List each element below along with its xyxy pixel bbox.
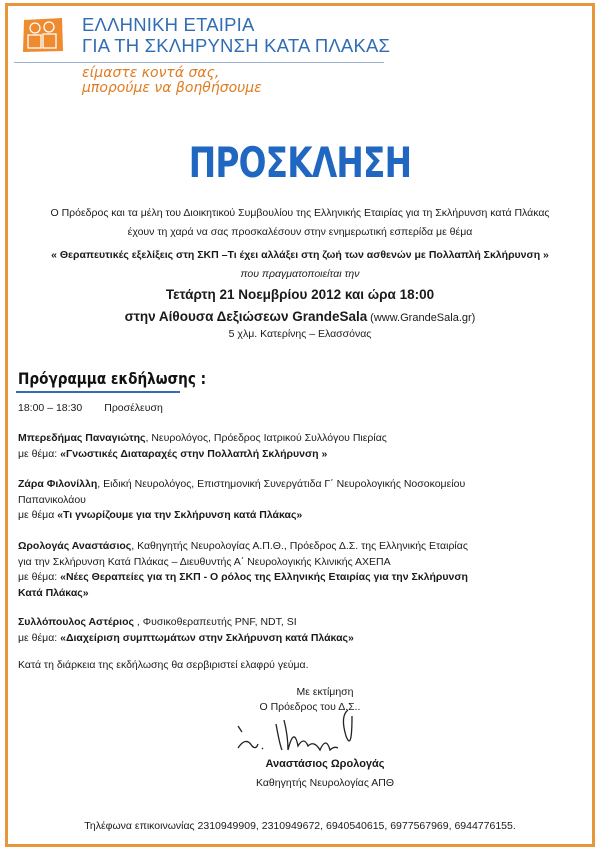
event-topic: « Θεραπευτικές εξελίξεις στη ΣΚΠ –Τι έχει αλλάξει στη ζωή των ασθενών με Πολλαπλή Σκλήρυνση » bbox=[51, 249, 549, 261]
signature-image bbox=[228, 706, 378, 756]
program-heading: Πρόγραμμα εκδήλωσης : bbox=[18, 369, 207, 388]
header-divider bbox=[14, 62, 384, 63]
speaker-4: Συλλόπουλος Αστέριος , Φυσικοθεραπευτής PNF, NDT, SI με θέμα: «Διαχείριση συμπτωμάτων στην Σκλήρυνση κατά Πλάκας» bbox=[18, 616, 354, 644]
slogan-line2: μπορούμε να βοηθήσουμε bbox=[82, 80, 262, 96]
arrival-row: 18:00 – 18:30 Προσέλευση bbox=[18, 402, 163, 414]
speaker-3: Ωρολογάς Αναστάσιος, Καθηγητής Νευρολογίας Α.Π.Θ., Πρόεδρος Δ.Σ. της Ελληνικής Εταιρίας για την Σκλήρυνση Κατά Πλάκας – Διευθυντής Α΄ Νευρολογικής Κλινικής ΑΧΕΠΑ με θέμα: «Νέες Θεραπείες για τη ΣΚΠ - Ο ρόλος της Ελληνικής Εταιρίας για την Σκλήρυνση Κατά Πλάκας» bbox=[18, 540, 468, 599]
program-heading-underline bbox=[16, 391, 180, 393]
signer-name: Αναστάσιος Ωρολογάς bbox=[265, 758, 385, 770]
signer-title: Καθηγητής Νευρολογίας ΑΠΘ bbox=[255, 777, 395, 789]
event-address: 5 χλμ. Κατερίνης – Ελασσόνας bbox=[228, 328, 372, 340]
contact-phones: Τηλέφωνα επικοινωνίας 2310949909, 2310949672, 6940540615, 6977567969, 6944776155. bbox=[84, 820, 516, 832]
intro-line1: Ο Πρόεδρος και τα μέλη του Διοικητικού Συμβουλίου της Ελληνικής Εταιρίας για τη Σκλήρυνση κατά Πλάκας bbox=[50, 207, 550, 219]
org-name-line1: ΕΛΛΗΝΙΚΗ ΕΤΑΙΡΙΑ bbox=[82, 14, 255, 35]
event-date: Τετάρτη 21 Νοεμβρίου 2012 και ώρα 18:00 bbox=[165, 287, 435, 302]
meal-note: Κατά τη διάρκεια της εκδήλωσης θα σερβιριστεί ελαφρύ γεύμα. bbox=[18, 659, 309, 671]
regards: Με εκτίμηση bbox=[296, 686, 354, 698]
intro-line2: έχουν τη χαρά να σας προσκαλέσουν στην ενημερωτική εσπερίδα με θέμα bbox=[127, 226, 473, 238]
page-title: ΠΡΟΣΚΛΗΣΗ bbox=[188, 138, 412, 187]
event-venue: στην Αίθουσα Δεξιώσεων GrandeSala bbox=[124, 309, 368, 324]
people-logo-icon bbox=[22, 17, 64, 53]
org-name-line2: ΓΙΑ ΤΗ ΣΚΛΗΡΥΝΣΗ ΚΑΤΑ ΠΛΑΚΑΣ bbox=[82, 35, 391, 56]
held-on: που πραγματοποιείται την bbox=[240, 268, 360, 280]
speaker-1: Μπερεδήμας Παναγιώτης, Νευρολόγος, Πρόεδρος Ιατρικού Συλλόγου Πιερίας με θέμα: «Γνωστικές Διαταραχές στην Πολλαπλή Σκλήρυνση » bbox=[18, 432, 387, 460]
signer-position: Ο Πρόεδρος του Δ.Σ.. bbox=[259, 701, 361, 713]
venue-url[interactable]: (www.GrandeSala.gr) bbox=[370, 312, 476, 324]
slogan-line1: είμαστε κοντά σας, bbox=[82, 65, 220, 81]
speaker-2: Ζάρα Φιλονίλλη, Ειδική Νευρολόγος, Επιστημονική Συνεργάτιδα Γ΄ Νευρολογικής Νοσοκομείου Παπανικολάου με θέμα «Τι γνωρίζουμε για την Σκλήρυνση κατά Πλάκας» bbox=[18, 478, 466, 521]
